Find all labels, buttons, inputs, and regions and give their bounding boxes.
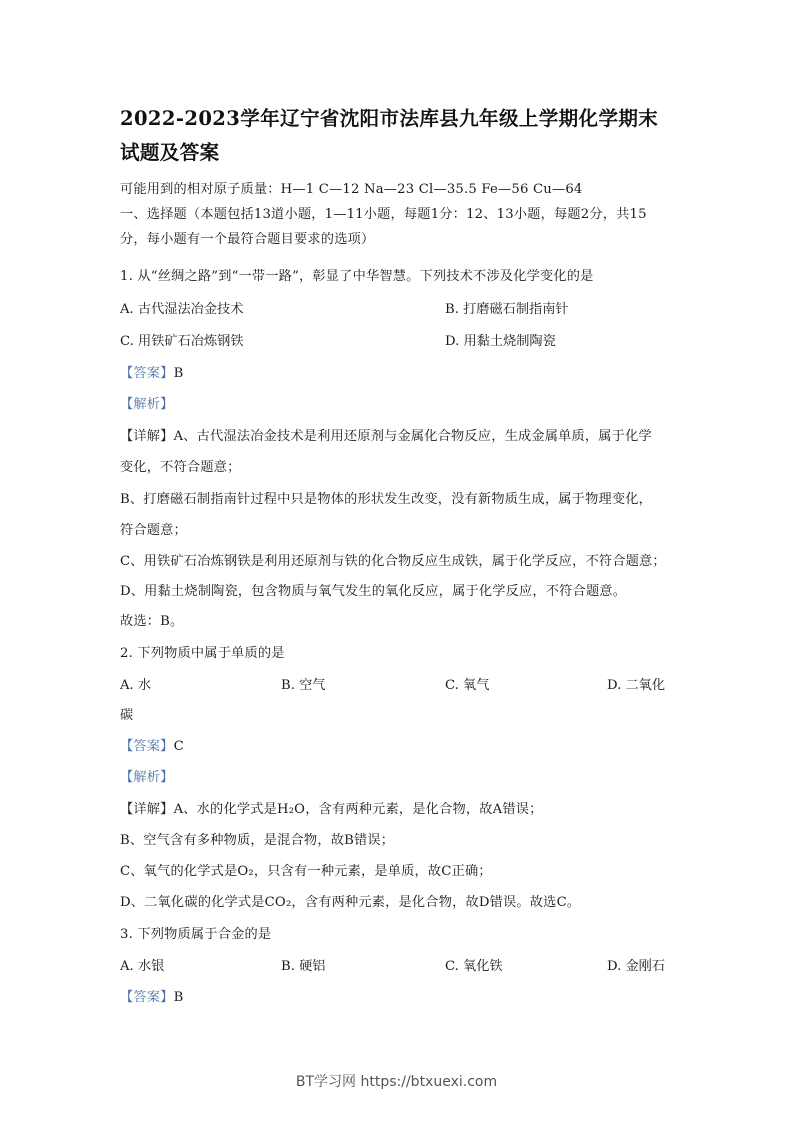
answer-value: B [173,990,184,1005]
question-1-detail-line: 符合题意； [120,523,187,538]
question-3-option-b: B. 硬铝 [281,959,326,974]
question-2-detail-line: D、二氧化碳的化学式是CO₂，含有两种元素，是化合物，故D错误。故选C。 [120,895,581,910]
answer-label: 【答案】 [120,990,174,1005]
answer-label: 【答案】 [120,366,174,381]
section-heading-line2: 分，每小题有一个最符合题目要求的选项） [120,232,375,247]
question-2-option-a: A. 水 [120,678,152,693]
answer-value: C [173,739,184,754]
footer-watermark: BT学习网 https://btxuexi.com [295,1074,498,1090]
question-1-option-a: A. 古代湿法冶金技术 [120,302,244,317]
detail-text: A、古代湿法冶金技术是利用还原剂与金属化合物反应，生成金属单质，属于化学 [173,429,652,444]
question-2-detail-line: C、氧气的化学式是O₂，只含有一种元素，是单质，故C正确； [120,864,492,879]
question-1-detail-line: D、用黏土烧制陶瓷，包含物质与氧气发生的氧化反应，属于化学反应，不符合题意。 [120,584,627,599]
question-1-option-b: B. 打磨磁石制指南针 [445,302,569,317]
question-3-answer [120,989,676,1007]
question-2-option-b: B. 空气 [281,678,326,693]
question-1-analysis-label: 【解析】 [120,397,174,412]
question-1-conclusion: 故选：B。 [120,614,184,629]
detail-label: 【详解】 [120,802,174,817]
answer-label: 【答案】 [120,739,174,754]
question-2-detail-line [120,801,676,819]
question-2-stem: 2. 下列物质中属于单质的是 [120,646,285,661]
question-1-stem: 1. 从“丝绸之路”到“一带一路”，彰显了中华智慧。下列技术不涉及化学变化的是 [120,269,594,284]
question-2-analysis-label: 【解析】 [120,770,174,785]
answer-value: B [173,366,184,381]
atomic-masses: 可能用到的相对原子质量：H—1 C—12 Na—23 Cl—35.5 Fe—56 Cu—64 [120,182,583,197]
question-2-option-d: D. 二氧化 [607,678,666,693]
question-1-detail-line [120,428,676,446]
section-heading-line1: 一、选择题（本题包括13道小题，1—11小题，每题1分：12、13小题，每题2分，共15 [120,207,647,222]
question-1-option-d: D. 用黏土烧制陶瓷 [445,334,556,349]
question-3-option-d: D. 金刚石 [607,959,666,974]
question-1-option-c: C. 用铁矿石冶炼钢铁 [120,334,244,349]
question-3-option-a: A. 水银 [120,959,165,974]
document-title-line2: 试题及答案 [120,141,220,164]
question-2-option-c: C. 氧气 [445,678,490,693]
question-2-option-d-wrap: 碳 [120,708,134,723]
question-2-detail-line: B、空气含有多种物质，是混合物，故B错误； [120,833,395,848]
question-1-answer [120,365,676,383]
question-3-stem: 3. 下列物质属于合金的是 [120,927,272,942]
detail-label: 【详解】 [120,429,174,444]
document-title-line1: 2022-2023学年辽宁省沈阳市法库县九年级上学期化学期末 [120,107,659,130]
question-1-detail-line: 变化，不符合题意； [120,460,241,475]
question-2-answer [120,738,676,756]
detail-text: A、水的化学式是H₂O，含有两种元素，是化合物，故A错误； [173,802,543,817]
question-1-detail-line: C、用铁矿石冶炼钢铁是利用还原剂与铁的化合物反应生成铁，属于化学反应，不符合题意； [120,554,666,569]
question-1-detail-line: B、打磨磁石制指南针过程中只是物体的形状发生改变，没有新物质生成，属于物理变化， [120,492,652,507]
question-3-option-c: C. 氧化铁 [445,959,503,974]
